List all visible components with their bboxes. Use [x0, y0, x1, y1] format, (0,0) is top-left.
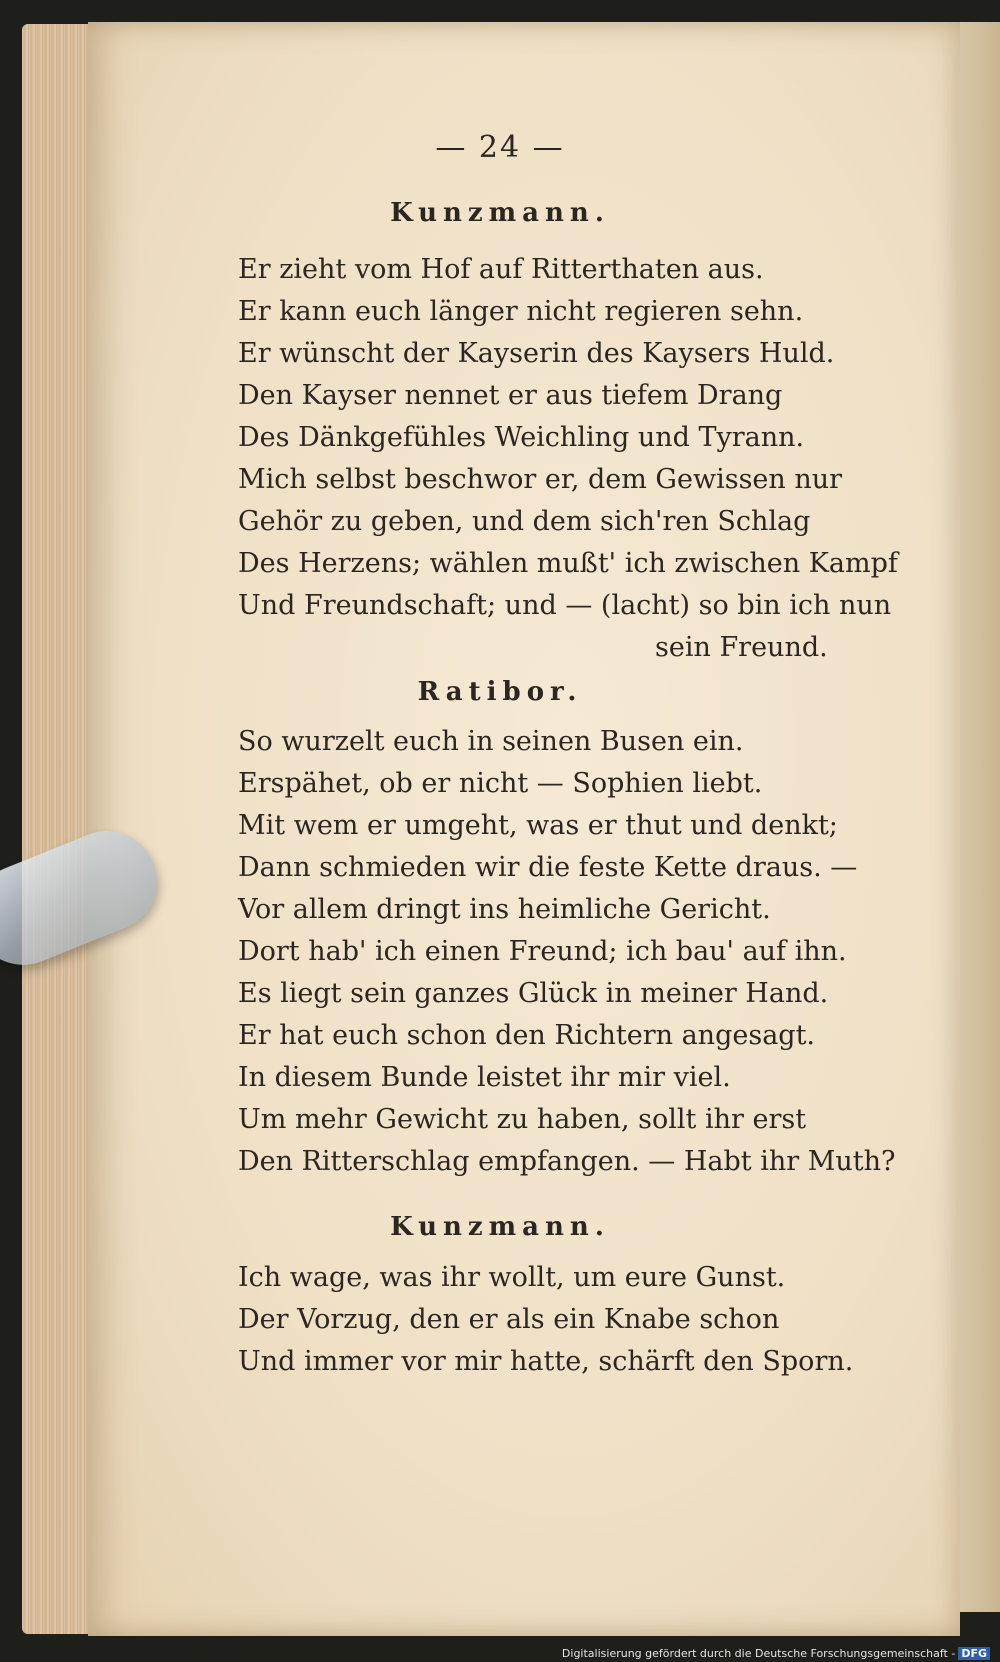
speaker-name: Kunzmann. [390, 1212, 610, 1242]
speaker-name: Ratibor. [417, 677, 583, 707]
verse-line: Ich wage, was ihr wollt, um eure Gunst. [238, 1262, 786, 1293]
verse-line: Vor allem dringt ins heimliche Gericht. [238, 894, 771, 925]
verse-continuation: sein Freund. [655, 632, 828, 663]
verse-line: Mich selbst beschwor er, dem Gewissen nur [238, 464, 843, 495]
verse-line: Und immer vor mir hatte, schärft den Sporn. [238, 1346, 854, 1377]
speaker-name: Kunzmann. [390, 198, 610, 228]
book-page-edges [22, 24, 94, 1634]
verse-line: Es liegt sein ganzes Glück in meiner Hand. [238, 978, 829, 1009]
page-number: — 24 — [435, 130, 565, 165]
verse-line: Erspähet, ob er nicht — Sophien liebt. [238, 768, 763, 799]
verse-line: Des Herzens; wählen mußt' ich zwischen Kampf [238, 548, 898, 579]
verse-line: So wurzelt euch in seinen Busen ein. [238, 726, 744, 757]
verse-line: In diesem Bunde leistet ihr mir viel. [238, 1062, 731, 1093]
verse-line: Er kann euch länger nicht regieren sehn. [238, 296, 804, 327]
verse-line: Den Kayser nennet er aus tiefem Drang [238, 380, 783, 411]
facing-page-edge [960, 22, 1000, 1612]
verse-line: Und Freundschaft; und — (lacht) so bin ich nun [238, 590, 892, 621]
verse-line: Des Dänkgefühles Weichling und Tyrann. [238, 422, 805, 453]
verse-line: Um mehr Gewicht zu haben, sollt ihr erst [238, 1104, 807, 1135]
verse-line: Dort hab' ich einen Freund; ich bau' auf ihn. [238, 936, 847, 967]
verse-line: Er zieht vom Hof auf Ritterthaten aus. [238, 254, 764, 285]
verse-line: Gehör zu geben, und dem sich'ren Schlag [238, 506, 811, 537]
verse-line: Mit wem er umgeht, was er thut und denkt; [238, 810, 838, 841]
verse-line: Dann schmieden wir die feste Kette draus. — [238, 852, 858, 883]
dfg-logo: DFG [958, 1647, 990, 1660]
verse-line: Der Vorzug, den er als ein Knabe schon [238, 1304, 780, 1335]
verse-line: Er wünscht der Kayserin des Kaysers Huld. [238, 338, 835, 369]
verse-line: Den Ritterschlag empfangen. — Habt ihr Muth? [238, 1146, 896, 1177]
verse-line: Er hat euch schon den Richtern angesagt. [238, 1020, 816, 1051]
credit-text: Digitalisierung gefördert durch die Deutsche Forschungsgemeinschaft - [561, 1647, 956, 1660]
digitization-credit [562, 1647, 990, 1660]
